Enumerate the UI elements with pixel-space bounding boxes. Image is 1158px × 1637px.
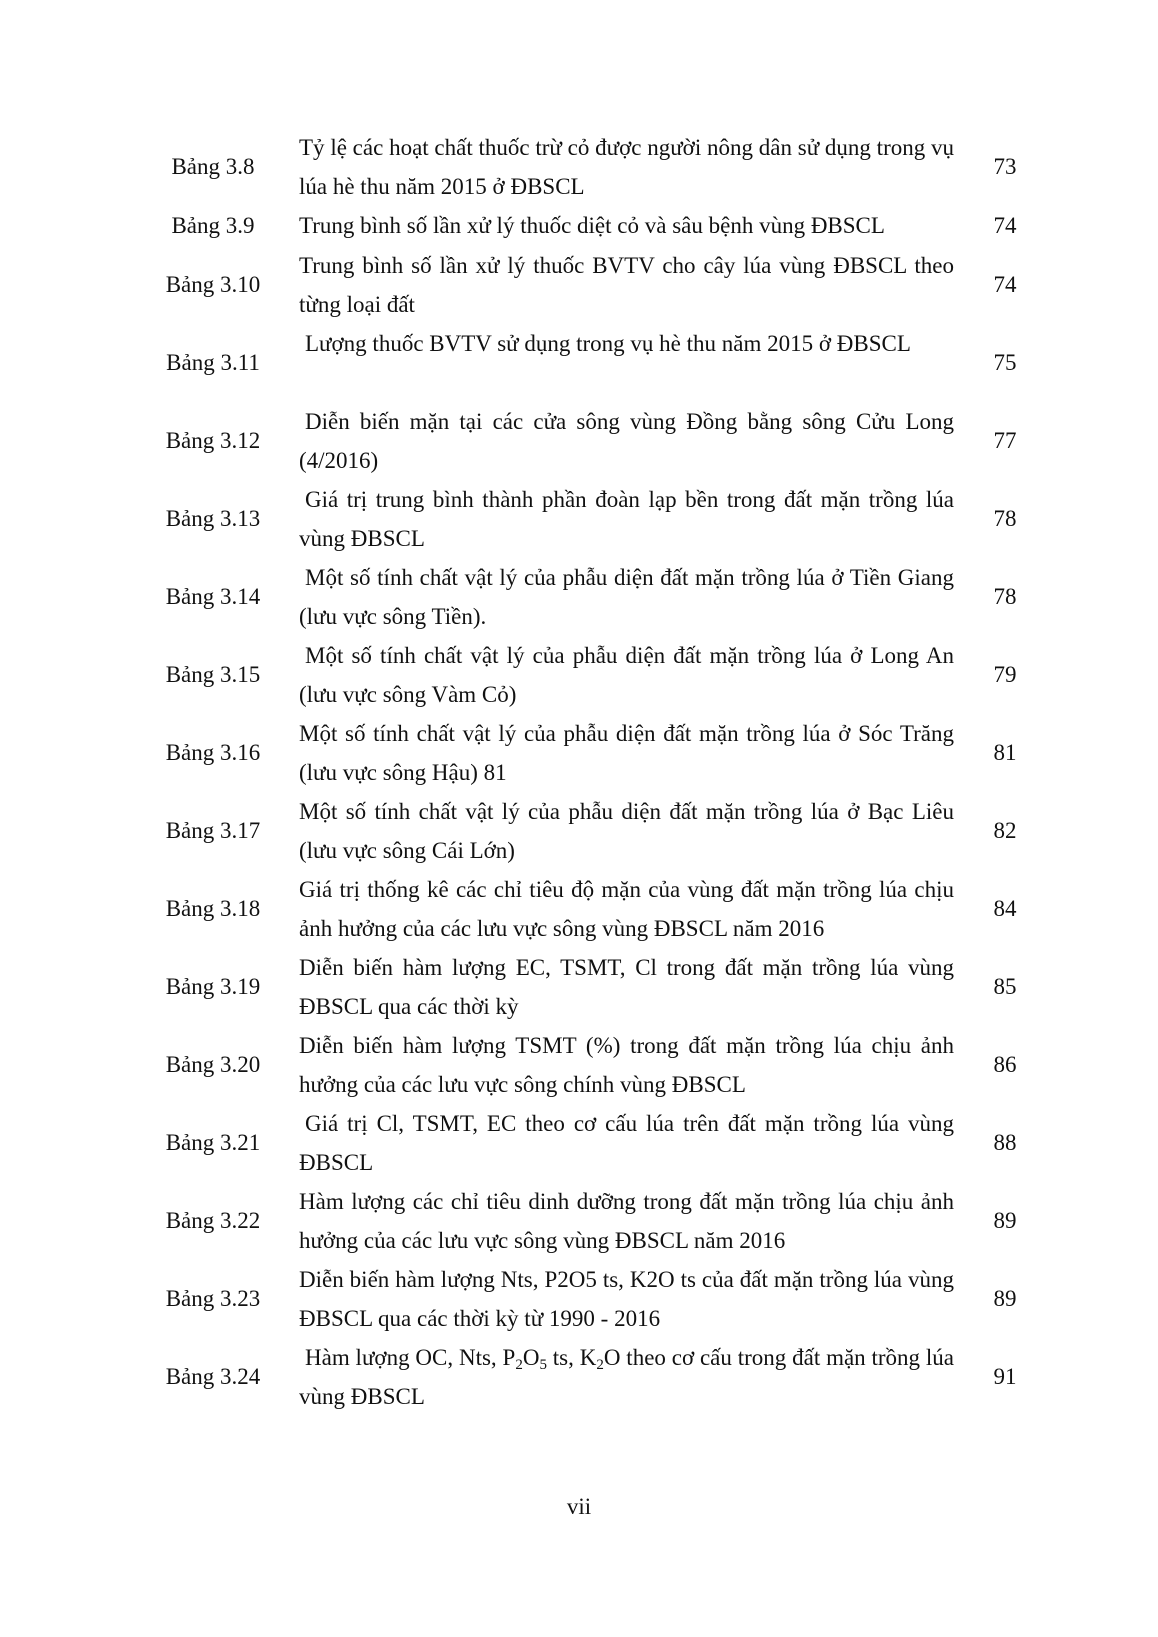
subscript: 2 — [515, 1357, 523, 1373]
table-title: Tỷ lệ các hoạt chất thuốc trừ cỏ được người nông dân sử dụng trong vụ lúa hè thu năm 2015 ở ĐBSCL — [299, 135, 954, 199]
table-title: Trung bình số lần xử lý thuốc BVTV cho cây lúa vùng ĐBSCL theo từng loại đất — [299, 253, 954, 317]
page-footer-number: vii — [566, 1494, 592, 1519]
title-part: Hàm lượng OC, Nts, P — [305, 1345, 516, 1370]
toc-entry — [0, 480, 1158, 558]
title-part: O theo cơ cấu trong đất mặn trồng lúa vùng ĐBSCL — [299, 1345, 955, 1409]
table-title: Giá trị Cl, TSMT, EC theo cơ cấu lúa trên đất mặn trồng lúa vùng ĐBSCL — [299, 1111, 954, 1175]
page-number: 91 — [993, 1364, 1017, 1389]
table-label: Bảng 3.11 — [166, 350, 260, 375]
toc-entry — [0, 1104, 1158, 1182]
toc-entry — [0, 558, 1158, 636]
toc-entry — [0, 1182, 1158, 1260]
subscript: 2 — [596, 1357, 604, 1373]
table-title: Một số tính chất vật lý của phẫu diện đất mặn trồng lúa ở Bạc Liêu (lưu vực sông Cái Lớn) — [299, 799, 954, 863]
list-of-tables — [0, 128, 1158, 1416]
table-label: Bảng 3.21 — [165, 1130, 261, 1155]
page-number: 81 — [993, 740, 1017, 765]
table-title: Lượng thuốc BVTV sử dụng trong vụ hè thu năm 2015 ở ĐBSCL — [305, 331, 911, 356]
page-number: 77 — [993, 428, 1017, 453]
table-label: Bảng 3.16 — [165, 740, 261, 765]
page-number: 82 — [993, 818, 1017, 843]
toc-entry — [0, 948, 1158, 1026]
toc-entry — [0, 1260, 1158, 1338]
table-title — [299, 1338, 954, 1416]
page-number: 73 — [993, 154, 1017, 179]
page-number: 84 — [993, 896, 1017, 921]
table-title: Diễn biến hàm lượng EC, TSMT, Cl trong đất mặn trồng lúa vùng ĐBSCL qua các thời kỳ — [299, 955, 954, 1019]
table-label: Bảng 3.12 — [165, 428, 261, 453]
table-label: Bảng 3.20 — [165, 1052, 261, 1077]
page-number: 89 — [993, 1208, 1017, 1233]
table-title: Giá trị thống kê các chỉ tiêu độ mặn của vùng đất mặn trồng lúa chịu ảnh hưởng của các lưu vực sông vùng ĐBSCL năm 2016 — [299, 877, 954, 941]
page-number: 85 — [993, 974, 1017, 999]
table-label: Bảng 3.24 — [165, 1364, 261, 1389]
page-number: 86 — [993, 1052, 1017, 1077]
toc-entry — [0, 792, 1158, 870]
page-number: 74 — [993, 213, 1017, 238]
title-part: ts, K — [546, 1345, 597, 1370]
table-label: Bảng 3.8 — [171, 154, 255, 179]
table-title: Diễn biến mặn tại các cửa sông vùng Đồng bằng sông Cửu Long (4/2016) — [299, 409, 954, 473]
table-label: Bảng 3.13 — [165, 506, 261, 531]
toc-entry — [0, 206, 1158, 246]
toc-entry — [0, 128, 1158, 206]
table-label: Bảng 3.17 — [165, 818, 261, 843]
table-label: Bảng 3.15 — [165, 662, 261, 687]
page-number: 89 — [993, 1286, 1017, 1311]
toc-entry — [0, 402, 1158, 480]
subscript: 5 — [539, 1357, 547, 1373]
table-label: Bảng 3.22 — [165, 1208, 261, 1233]
table-title: Hàm lượng các chỉ tiêu dinh dưỡng trong đất mặn trồng lúa chịu ảnh hưởng của các lưu vực sông vùng ĐBSCL năm 2016 — [299, 1189, 954, 1253]
toc-entry — [0, 1026, 1158, 1104]
page-number: 74 — [993, 272, 1017, 297]
table-label: Bảng 3.9 — [171, 213, 255, 238]
title-part: O — [522, 1345, 540, 1370]
toc-entry — [0, 246, 1158, 324]
table-title: Một số tính chất vật lý của phẫu diện đất mặn trồng lúa ở Long An (lưu vực sông Vàm Cỏ) — [299, 643, 954, 707]
toc-entry — [0, 714, 1158, 792]
table-label: Bảng 3.14 — [165, 584, 261, 609]
table-title: Trung bình số lần xử lý thuốc diệt cỏ và sâu bệnh vùng ĐBSCL — [299, 213, 885, 238]
table-title: Diễn biến hàm lượng TSMT (%) trong đất mặn trồng lúa chịu ảnh hưởng của các lưu vực sông chính vùng ĐBSCL — [299, 1033, 954, 1097]
table-label: Bảng 3.18 — [165, 896, 261, 921]
table-title: Một số tính chất vật lý của phẫu diện đất mặn trồng lúa ở Tiền Giang (lưu vực sông Tiền). — [299, 565, 954, 629]
table-label: Bảng 3.10 — [165, 272, 261, 297]
table-title: Một số tính chất vật lý của phẫu diện đất mặn trồng lúa ở Sóc Trăng (lưu vực sông Hậu) 81 — [299, 721, 954, 785]
toc-entry — [0, 324, 1158, 402]
table-label: Bảng 3.19 — [165, 974, 261, 999]
page-number: 75 — [993, 350, 1017, 375]
page-number: 78 — [993, 506, 1017, 531]
toc-entry — [0, 636, 1158, 714]
toc-entry — [0, 870, 1158, 948]
page-number: 78 — [993, 584, 1017, 609]
table-title: Diễn biến hàm lượng Nts, P2O5 ts, K2O ts của đất mặn trồng lúa vùng ĐBSCL qua các thời kỳ từ 1990 - 2016 — [299, 1267, 954, 1331]
page-number: 79 — [993, 662, 1017, 687]
table-title: Giá trị trung bình thành phần đoàn lạp bền trong đất mặn trồng lúa vùng ĐBSCL — [299, 487, 954, 551]
toc-entry — [0, 1338, 1158, 1416]
table-label: Bảng 3.23 — [165, 1286, 261, 1311]
page-number: 88 — [993, 1130, 1017, 1155]
